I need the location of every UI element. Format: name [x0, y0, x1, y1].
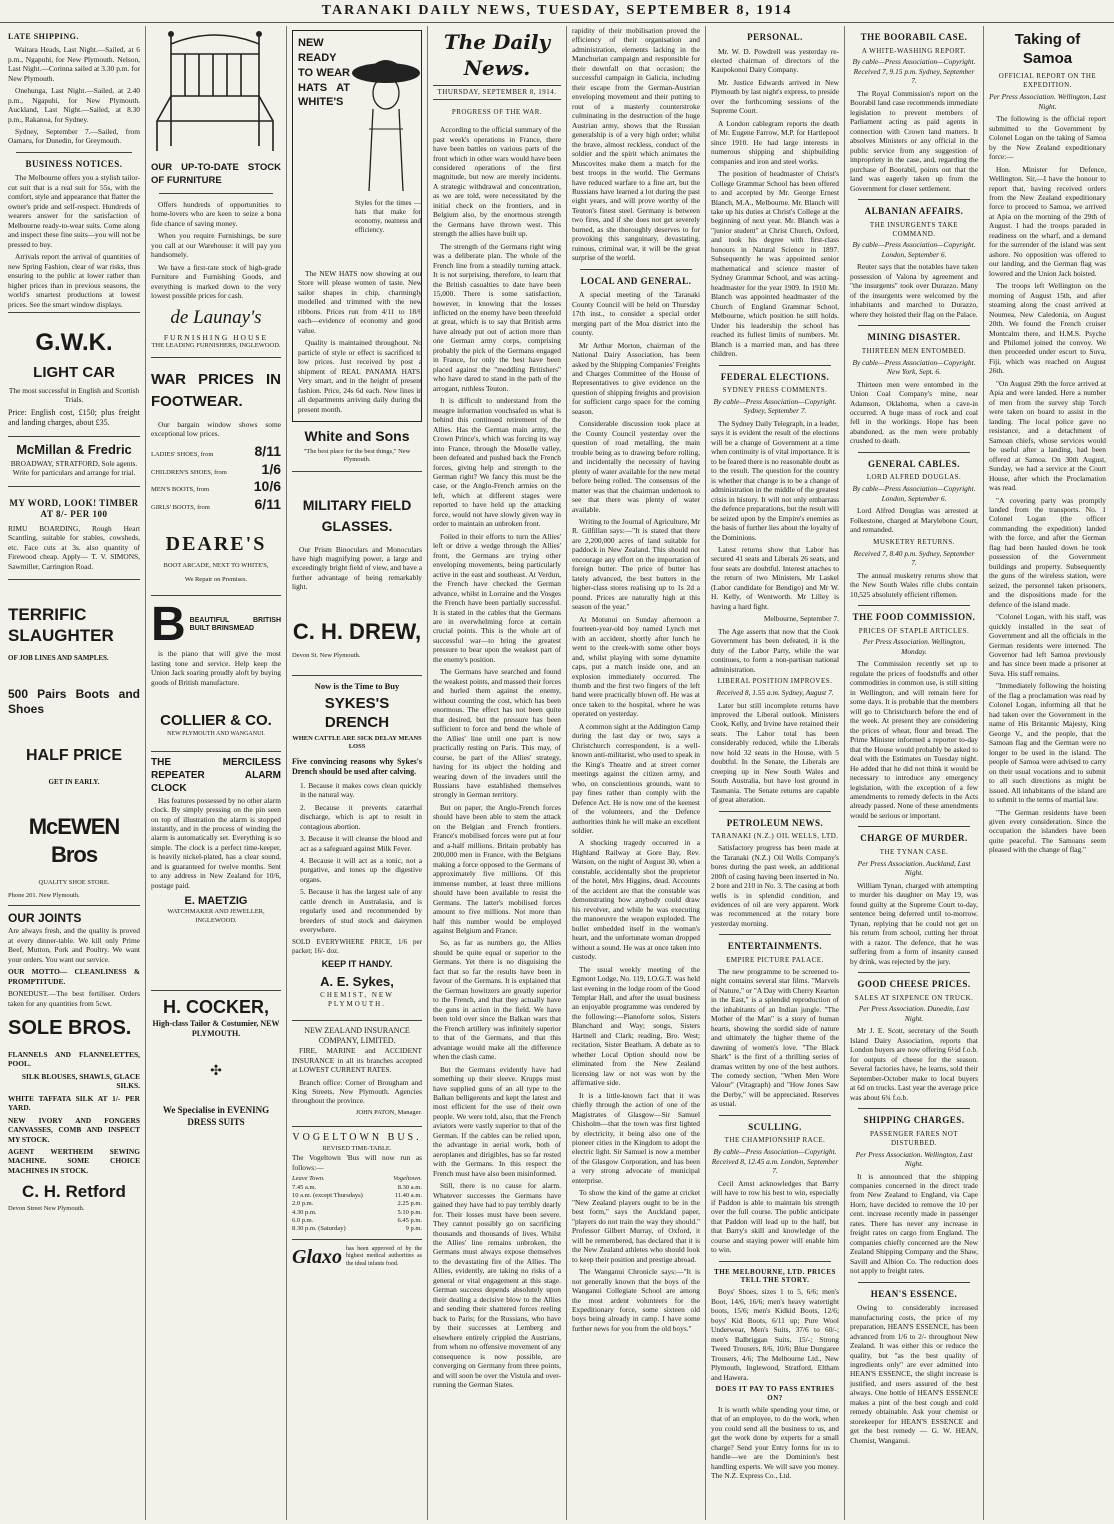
brinsmead-title: BEAUTIFUL BRITISH BUILT BRINSMEAD	[189, 616, 281, 633]
insurance-body: Branch office: Corner of Brougham and King Streets, New Plymouth. Agencies throughout the province.	[292, 1077, 422, 1106]
glaxo-logo: Glaxo	[292, 1245, 342, 1268]
bus-row: 10 a.m. (except Thursdays) 11.40 a.m.	[292, 1191, 422, 1199]
local-heading: LOCAL AND GENERAL.	[580, 275, 692, 286]
bus-columns: Leave Town. Vogeltown.	[292, 1175, 422, 1183]
delaunay-address: THE LEADING FURNISHERS, INGLEWOOD.	[151, 342, 281, 350]
deare-sub: BOOT ARCADE, NEXT TO WHITE'S,	[163, 561, 269, 569]
shipping-charges-credit: Per Press Association. Wellington, Last Night.	[855, 1149, 973, 1169]
sculling-body: Cecil Arnst acknowledges that Barry will have to row his best to win, especially if Paddon is able to maintain his strength over the full course. The public anticipate that Paddon will lead up to the half, but that Barry's skill and knowledge of the course and staying power will enable him to win.	[711, 1178, 839, 1255]
early-text: GET IN EARLY.	[48, 778, 100, 787]
ornament-icon: ✣	[210, 1064, 222, 1080]
local-item: It is a little-known fact that it was chiefly through the action of one of the Magistrates of Glasgow—Sir Samuel Chisholm—that the town was first lighted by electricity, it being also one of the pioneer cities in the Kingdom to adopt the electric light. Sir Samuel is now a member of the Glasgow Corporation, and has been a very strong advocate of municipal enterprise.	[572, 1090, 700, 1185]
food-credit: Per Press Association. Wellington, Monday.	[862, 637, 966, 656]
federal-item: The Age asserts that now that the Cook Government has been defeated, it is the duty of the Labor Party, while the war continues, to form a non-partisan national administration.	[711, 626, 839, 674]
liberal-credit: Received 8, 1.55 a.m. Sydney, August 7.	[716, 688, 834, 698]
stock-heading: OUR UP-TO-DATE STOCK OF FURNITURE	[151, 162, 281, 186]
timber-heading: MY WORD, LOOK! TIMBER AT 8/- PER 100	[9, 497, 139, 520]
mining-sub: THIRTEEN MEN ENTOMBED.	[861, 346, 967, 355]
sykes-reason: 1. Because it makes cows clean quickly in the natural way.	[300, 780, 422, 800]
local-item: A common sight at the Addington Camp during the last day or two, says a Christchurch correspondent, is a well-known anti-militarist, who used to speak in the King's Theatre and at street corner meetings against the citizen army, and who, on conscientious grounds, want to pay fines rather than comply with the Defence Act. He is now one of the keenest of the volunteers, and the Defence authorities think he will make an excellent soldier.	[572, 721, 700, 836]
editorial-date: THURSDAY, SEPTEMBER 8, 1914.	[437, 88, 557, 97]
hats-body: Quality is maintained throughout. No particle of style or effect is sacrificed to low prices. Just received by post a shipment of REAL PANAMA HATS. Very smart, and in the height of present fashion. Price, 24s 6d each. New lines in all departments arriving daily during the present month.	[298, 338, 422, 414]
editorial-paragraph: Still, there is no cause for alarm. Whatever successes the Germans have gained they have had to pay terribly dearly for. Their losses must have been severe. They cannot possibly go on sacrificing thousands and thousands of lives. Whilst the Allies' line remains unbroken, the Germans must always expose themselves to the devastating fire of the Allies. The Allies, evidently, are taking no risks of a general or vital engagement at this stage. German success depends absolutely upon their dealing a decisive blow to the Allies and sending their shattered forces reeling back to Paris; for the Russians, who have by their successes at Lemberg and elsewhere entirely crippled the Austrians, from whom no offensive movement of any consequence is now possible, are converging on Germany from three points, and will soon be over the Vistula and over-running the German States.	[433, 1181, 561, 1390]
personal-item: The position of headmaster of Christ's College Grammar School has been offered to and accepted by Mr. George Ernest Blanch, M.A., Melbourne. Mr. Blanch will take up his duties at Christ's College at the beginning of next year. Mr. Blanch was a "junior student" at Christ Church, Oxford, and took his degree with first-class honours in Natural Science in 1897. Subsequently he was appointed senior mathematical and science master of Sydney Grammar School, and was acting-headmaster for the year 1909. In 1910 Mr. Blanch was appointed headmaster of the Church of England Grammar School, Melbourne, which position he still holds. Under his leadership the school has reached its fullest limits of numbers. Mr. Blanch is a married man, and has three children.	[711, 169, 839, 359]
general-body: Lord Alfred Douglas was arrested at Folkestone, charged at Marylebone Court, and remanded.	[850, 506, 978, 535]
goods-item: SILK BLOUSES, SHAWLS, GLACE SILKS.	[21, 1071, 140, 1091]
insurance-title: NEW ZEALAND INSURANCE COMPANY, LIMITED.	[304, 1025, 410, 1045]
boorabil-credit: By cable—Press Association—Copyright. Received 7, 9.15 p.m. Sydney, September 7.	[852, 57, 976, 86]
murder-credit: Per Press Association. Auckland, Last Night.	[857, 858, 971, 878]
boorabil-sub: A WHITE-WASHING REPORT.	[861, 46, 967, 55]
price-row: LADIES' SHOES, from 8/11	[151, 442, 281, 459]
price-row: GIRLS' BOOTS, from 6/11	[151, 496, 281, 513]
retford-address: Devon Street New Plymouth.	[8, 1205, 85, 1213]
editorial-paragraph: The strength of the Germans right wing was a deliberate plan. The whole of the French line from a steadily turning attack. It is not surprising, therefore, to learn that the British casualties to date have been 15,000. There is some satisfaction, however, in knowing that the losses inflicted on the enemy have been threefold at great, which is to say that British arms have already put out of action more than one German army corps, comprising probably the pick of the Germans engaged in France, for only the best have been placed against the "meddling Britishers" who have dared to stand in the path of the arrogant, ruthless Teuton.	[433, 241, 561, 393]
samoa-paragraph: "A covering party was promptly landed from the transports. No. 1 Colonel Logan (the officer commanding the expedition) landed with the force, and after the German flag had been hauled down he took possession of the Government buildings and property. Subsequently the guns of the wireless station, were seized, the personnel taken prisoners, and the dispositions made for the defence of the island made.	[989, 495, 1106, 609]
cocker-special: We Specialise in EVENING DRESS SUITS	[162, 1105, 270, 1127]
editorial-paragraph: Foiled in their efforts to turn the Allies' left or drive a wedge through the Allies' front, the Germans are trying other enveloping movements, being particularly active in the east and southeast. At Verdun, the French have checked the German advance, whilst in Lorraine and the Vosges the French have been partially successful. It is stated in the cables that the Germans are in overwhelming force at certain crucial points. This is the whole art of successful war—to bring the greatest pressure to bear upon the weakest part of the enemy's position.	[433, 531, 561, 664]
editorial-paragraph: It is difficult to understand from the meagre information vouchsafed us what is behind this continued retirement of the Allies. Has the German main army, the Crown Prince's, which was forcing its way into France, through the Moselle valley, been defeated and pushed back the French forces, giving help and strength to the German right? We fancy this must be the case, or the Anglo-French armies on the left, which at different stages were reported to have held up the attacking force, would not have slowly given way in order to maintain an unbroken front.	[433, 396, 561, 529]
goods-item: FLANNELS AND FLANNELETTES, POOL.	[8, 1049, 140, 1069]
shipping-entry: Sydney, September 7.—Sailed, from Oamaru, for Dunedin, for Greymouth.	[8, 126, 140, 146]
maetzig-sub: WATCHMAKER AND JEWELLER, INGLEWOOD.	[167, 908, 265, 924]
bonedust-text: BONEDUST.—The best fertiliser. Orders taken for any quantities from 5cwt.	[8, 989, 140, 1008]
samoa-paragraph: "The German residents have been given every consideration. Since the occupation the islanders have been quite peaceful. The Samoans seem pleased with the change of flag."	[989, 807, 1106, 855]
hats-heading: NEW READY TO WEAR HATS AT WHITE'S	[298, 37, 350, 109]
stock-body: When you require Furnishings, be sure you call at our Warehouse: it will pay you handsomely.	[151, 231, 281, 260]
delaunay-sub: FURNISHING HOUSE	[163, 332, 269, 342]
brinsmead-initial: B	[151, 598, 186, 652]
column-2	[147, 26, 285, 1520]
aesykes-sub: CHEMIST, NEW PLYMOUTH.	[320, 990, 394, 1008]
sculling-sub: THE CHAMPIONSHIP RACE.	[724, 1136, 826, 1145]
mcewen-phone: Phone 201. New Plymouth.	[8, 891, 80, 899]
bus-row: 7.45 a.m. 8.30 a.m.	[292, 1183, 422, 1191]
local-item: Writing to the Journal of Agriculture, Mr R. Gilfillan says:—"It is stated that there are 2,200,000 acres of land suitable for paddock in New Zealand. This should not encourage any effort on the importation of foreign butter. The price of butter has lately advanced, the best butters in the higher-class stores realising up to 1s 2d a pound. Prices are naturally high at this season of the year."	[572, 517, 701, 612]
sykes-reason: 3. Because it will cleanse the blood and act as a safeguard against Milk Fever.	[300, 834, 422, 853]
personal-item: Mr. Justice Edwards arrived in New Plymouth by last night's express, to preside over the forthcoming sessions of the Supreme Court.	[711, 77, 839, 116]
federal-melbourne: Melbourne, September 7.	[763, 614, 839, 624]
goods-item: NEW IVORY AND FONGERS CANVASSES, COMB AND INSPECT MY STOCK.	[8, 1115, 140, 1144]
brinsmead-body: is the piano that will give the most lasting tone and service. Help keep the Union Jack soaring proudly aloft by buying goods of British manufacture.	[151, 649, 281, 687]
deare-title: DEARE'S	[165, 533, 267, 556]
liberal-heading: LIBERAL POSITION IMPROVES.	[717, 677, 833, 686]
bus-row: 8.30 p.m. (Saturday) 9 p.m.	[292, 1225, 422, 1233]
cocker-sub: High-class Tailor & Costumier, NEW PLYMOUTH.	[152, 1019, 280, 1039]
motto-text: OUR MOTTO— CLEANLINESS & PROMPTITUDE.	[8, 967, 140, 986]
column-4	[429, 26, 565, 1520]
mining-heading: MINING DISASTER.	[867, 332, 961, 343]
sole-bros-title: SOLE BROS.	[8, 1017, 132, 1040]
woman-hat-illustration	[351, 51, 421, 191]
bus-intro: The Vogeltown 'Bus will now run as follows:—	[292, 1153, 422, 1172]
war-heading: PROGRESS OF THE WAR.	[451, 108, 543, 117]
hats-side-text: Styles for the times — hats that make for economy, neatness and efficiency.	[355, 199, 421, 234]
editorial-paragraph: But on paper, the Anglo-French forces should have been able to stem the attack on the Belgian and French frontiers. France's mobilised forces were put at four and a-half millions. Britain probably has 200,000 men in France, with the Belgians making a force opposed to the Germans of approximately five millions. Of this immense number, at least three millions should have been available to resist the Germans. The latter's mobilised forces amount to five millions. Not more than half this number would be employed against Belgium and France.	[433, 802, 561, 935]
local-item: The usual weekly meeting of the Egmont Lodge, No. 119, I.O.G.T. was held last evening in the lodge room of the Good Templar Hall, and after the usual business an enjoyable programme was rendered by the following:—Pianoforte solos, Sisters Blanchard and Way; songs, Sisters Hartnell and Clark; reading, Bro. West; recitation, Sister Beatham. A debate as to whether Local Option should now be eliminated from the New Zealand licensing law or not was won by the affirmative side.	[572, 964, 700, 1088]
federal-heading: FEDERAL ELECTIONS.	[720, 371, 830, 382]
cheese-credit: Per Press Association. Dunedin, Last Night.	[858, 1004, 970, 1023]
sykes-time: Now is the Time to Buy	[314, 681, 400, 692]
murder-heading: CHARGE OF MURDER.	[860, 833, 968, 844]
local-item: At Motunui on Sunday afternoon a fourteen-year-old boy named Lynch met with an accident, shortly after lunch he went to the creek-with some other boys and, whilst playing with some dynamite caps, put a match inside one, and an explosion immediately occurred. The thumb and the first two fingers of the left hand were practically blown off. He was at once taken to the hospital, where he was operated on yesterday.	[572, 614, 700, 719]
local-item: A special meeting of the Taranaki County Council will be held on Thursday 17th inst., to consider a special order merging part of the Moa district into the county.	[572, 290, 700, 338]
personal-heading: PERSONAL.	[747, 32, 803, 42]
stock-body: Offers hundreds of opportunities to home-lovers who are keen to seize a bona fide chance of saving money.	[151, 199, 281, 228]
sykes-reason: 5. Because it has the largest sale of any cattle drench in Australasia, and is regularly used and recommended by breeders of stud stock and dairymen everywhere.	[300, 887, 422, 935]
albanian-sub: THE INSURGENTS TAKE COMMAND.	[869, 220, 959, 238]
gwk-price: Price: English cost, £150; plus freight and landing charges, about £35.	[8, 407, 140, 428]
maetzig-title: E. MAETZIG	[184, 895, 248, 908]
column-5	[568, 26, 704, 1520]
sykes-sold: SOLD EVERYWHERE PRICE, 1/6 per packet; 16/- doz.	[292, 937, 422, 955]
shipping-entry: Waitara Heads, Last Night.—Sailed, at 6 p.m., Ngapuhi, for New Plymouth. Nelson, Last Night.—Corinna sailed at 3.30 p.m. for New Plymouth.	[8, 45, 140, 83]
retford-title: C. H. Retford	[22, 1182, 126, 1202]
general-heading: GENERAL CABLES.	[867, 458, 961, 469]
samoa-paragraph: "Immediately following the hoisting of the flag a proclamation was read by Colonel Logan, informing all that he had taken over the Government in the name of His Britannic Majesty, King George V., and the people, that the Samoan flag and the German were no longer to be used in the island. The people of Samoa were advised to carry on their usual vocations and to submit to all such directions as might be issued. All inhabitants of the island are to submit to the terms of martial law.	[989, 681, 1106, 805]
mcewen-title: McEWEN Bros	[28, 814, 120, 868]
joints-body: Are always fresh, and the quality is proved at every dinner-table. We kill only Prime Beef, Mutton, Pork and Poultry. We want your orders. You want our service.	[8, 926, 140, 964]
mcmillan-body: BROADWAY, STRATFORD, Sole agents. Write for particulars and arrange for trial.	[10, 458, 138, 478]
heans-body: Owing to considerably increased manufacturing costs, the price of my preparation, HEAN'S ESSENCE, has been advanced from 1/6 to 2/- throughout New Zealand. It was either this or reduce the quality, but "as the best quality of ingredients only" are ever admitted into HEAN'S ESSENCE, the slight increase is justified, and users assured of the best always. One bottle of HEAN'S ESSENCE makes a pint of the best cough and cold remedy obtainable. Ask your chemist or storekeeper for HEAN'S ESSENCE and get the best remedy — G. W. HEAN, Chemist, Wanganui.	[850, 1303, 978, 1445]
insurance-body: FIRE, MARINE and ACCIDENT INSURANCE in all its branches accepted at LOWEST CURRENT RATES.	[292, 1046, 422, 1075]
editorial-paragraph: So, as far as numbers go, the Allies should be quite equal or superior to the Germans. Yet there is no disguising the fact that so far the results have been in favour of the Germans. It is explained that the German howitzers are greatly superior to the French, and that they actually have the guns in action in the field. We have been told over since the Balkan wars that the French artillery was infinitely superior to that of the Germans, and that this advantage would make all the difference when the clash came.	[433, 938, 561, 1062]
shipping-charges-sub: PASSENGER FARES NOT DISTURBED.	[869, 1129, 959, 1147]
column-6	[707, 26, 843, 1520]
terrific-heading: TERRIFIC SLAUGHTER	[8, 605, 114, 645]
column-8	[985, 26, 1110, 1520]
federal-item: The Sydney Daily Telegraph, in a leader, says it is evident the result of the elections will be a change of Government at a time when continuity is of vital importance. It is to be feared there is no reasonable doubt as to the result. The question for the country is whether that change is to be a change of administration in the middle of the greatest crisis in history. It will not only embarrass the defence preparations, but the result will be seized upon by the Empire's enemies as the basis of further lies about the loyalty of the Dominions.	[711, 418, 839, 542]
samoa-paragraph: Hon. Minister for Defence, Wellington. Sir,—I have the honour to report that, having received orders from the New Zealand expeditionary force to proceed to Samoa, we arrived at Apia on the morning of the 29th of August. I had the troops paraded in readiness on the wharf, and a demand for the surrender of the island was sent ashore. No opposition was offered to our landing, and the German flag was lowered and the Union Jack hoisted.	[989, 164, 1106, 278]
samoa-credit: Per Press Association. Wellington, Last Night.	[989, 92, 1106, 111]
business-notice: Arrivals report the arrival of quantities of new Spring Fashion, clear of war risks, thus ensuring to the public at lower rather than higher prices than in previous seasons, the world's smartest productions at lowest prices. See the smart window displays.	[8, 252, 140, 309]
federal-sub: SYDNEY PRESS COMMENTS.	[722, 386, 828, 395]
pay-heading: DOES IT PAY TO PASS ENTRIES ON?	[715, 1385, 835, 1403]
sykes-heading: SYKES'S DRENCH	[324, 695, 390, 732]
repeater-body: Has features possessed by no other alarm clock. By simply pressing on the pin seen on top of illustration the alarm is stopped instantly, and in the process of winding the alarm is automatically set. Everything is so simple. The clock is a perfect time-keeper, is heavily nickel-plated, has a clear sound, and is guaranteed for twelve months. Sent to any address in New Zealand for 10/6, postage paid.	[151, 795, 281, 890]
collier-sub: NEW PLYMOUTH AND WANGANUI.	[167, 730, 265, 737]
glaxo-body: has been approved of by the highest medical authorities as the ideal infants food.	[346, 1245, 422, 1268]
bus-row: 6.0 p.m. 6.45 p.m.	[292, 1216, 422, 1224]
samoa-heading: Taking of Samoa	[1014, 31, 1081, 68]
military-heading: MILITARY FIELD GLASSES.	[302, 496, 412, 534]
samoa-paragraph: The troops left Wellington on the morning of August 15th, and after steaming along the coast arrived at Noumea, New Caledonia, on August 20th. We found the French cruiser Montcalm there, and H.M.S. Psyche and Philomel joined the convoy. We then proceeded under escort to Suva, Fiji, which was reached on August 26th.	[989, 281, 1106, 376]
samoa-sub: OFFICIAL REPORT ON THE EXPEDITION.	[998, 72, 1097, 90]
brinsmead-logo	[151, 598, 281, 652]
masthead: TARANAKI DAILY NEWS, TUESDAY, SEPTEMBER 8, 1914	[0, 0, 1114, 23]
half-price: HALF PRICE	[26, 746, 122, 764]
samoa-paragraph: "Colonel Logan, with his staff, was quickly installed in the seat of Government and all the officials in the German residents were interned. The Governor had left Samoa previously and has since been made a prisoner at Suva. His staff remains.	[989, 612, 1106, 678]
albanian-heading: ALBANIAN AFFAIRS.	[864, 206, 964, 217]
liberal-body: Later but still incomplete returns have improved the Liberal outlook. Ministers Cook, Kelly, and Irvine have retained their seats. The Labor total has been considerably reduced, while the Liberals now hold 32 seats in the House, with 5 doubtful. In the Senate, the Liberals are creeping up in New South Wales and South Australia, but have lost ground in Tasmania. The Senate returns are capable of great alteration.	[711, 700, 839, 805]
samoa-paragraph: The following is the official report submitted to the Government by Colonel Logan on the taking of Samoa by the New Zealand expeditionary force:—	[989, 114, 1106, 162]
food-sub: PRICES OF STAPLE ARTICLES.	[858, 626, 970, 635]
editorial-paragraph: The Germans have searched and found the weakest points, and massed their forces and hurled them against the enemy, without counting the cost, which has been enormous. The effect has not been quite that desired, but the pressure has been sufficient to force and bend the whole of the Allies' line until one part is now practically resting on Paris. This may, of course, be part of the Allies' strategy, having for its object the holding and wearing down of the invaders until the Russians have established themselves strongly in German territory.	[433, 667, 561, 800]
delaunay-title: de Launay's	[170, 307, 262, 329]
editorial-title: The Daily News.	[443, 30, 551, 80]
shipping-heading: LATE SHIPPING.	[8, 32, 79, 41]
shipping-charges-heading: SHIPPING CHARGES.	[863, 1115, 965, 1126]
war-prices-body: Our bargain window shows some exceptional low prices.	[151, 419, 281, 439]
food-body: The Commission recently set up to regulate the prices of foodstuffs and other commodities in common use, is still sitting in Wellington, and will remain here for some days. It is probable that the members will go to Christchurch before the end of the week. At present they are considering the prices of wheat, flour and bread. The Prime Minister informed a reporter to-day that the House would probably be asked to deal with the Estimates on Tuesday night. He added that he did not think it would be necessary to introduce any emergency legislation, with the exception of a few amendments to remedy defects in the Acts already passed. None of these amendments would be serious or important.	[850, 659, 978, 820]
musketry-body: The annual musketry returns show that the New South Wales rifle clubs contain 10,525 absolutely efficient riflemen.	[850, 570, 978, 599]
petroleum-body: Satisfactory progress has been made at the Taranaki (N.Z.) Oil Wells Company's bores during the past week, an additional 200ft of casing having been inserted in No. 2 bore and 210 in No. 3. The casing at both wells is in splendid condition, and evidences of oil are very apparent. Work was recommenced at the rotary bore yesterday morning.	[711, 843, 839, 928]
sykes-reasons-heading: Five convincing reasons why Sykes's Drench should be used after calving.	[292, 757, 422, 777]
sykes-sub: WHEN CATTLE ARE SICK DELAY MEANS LOSS	[292, 734, 422, 750]
boorabil-body: The Royal Commission's report on the Boorabil land case recommends immediate legislation to prevent members of Parliament acting as paid agents in connection with Crown land matters. It absolves Ministers or any official in the public service from any suggestion of impropriety in the case, and, regarding the purchase of Boorabil, points out that the land was eagerly taken up from the Government for closer settlement.	[850, 88, 978, 193]
melbourne-body: Boys' Shoes, sizes 1 to 5, 6/6; men's Boot, 14/6, 16/6; men's heavy watertight boots, 15/6; men's Kidkid Boots, 12/6; boys' Kid Boots, 6/11 up; Pure Wool Underwear, Men's Suits, 37/6 to 60/-; men's Balbriggan Suits, 15/-; Strong Tweed Trousers, 8/6, 10/6; Blue Dungaree Trousers, 4/6; The Melbourne Ltd., New Plymouth, Inglewood, Stratford, Eltham and Hawera.	[711, 1287, 839, 1382]
price-row: MEN'S BOOTS, from 10/6	[151, 478, 281, 495]
deare-repair: We Repair on Premises.	[184, 576, 248, 584]
whites-title: White and Sons	[304, 428, 410, 444]
local-item: A shocking tragedy occurred in a Highland Railway at Gore Bay, Rev. Watson, on the night of August 30, when a constable, accidentally shot the proprietor of the hotel, Mrs Higgins, dead. Accounts of the accident are that the constable was demonstrating how anybody could draw his revolver, and while he was executing the manoeuvre the weapon exploded. The bullet embedded itself in the woman's heart, and the unfortunate woman dropped without a sound. He was at once taken into custody.	[572, 838, 700, 962]
federal-item: Latest returns show that Labor has secured 41 seats and Liberals 26 seats, and four seats are doubtful. Interest attaches to the return of two Ministers, Mr Laskel (Labor candidate for Bendigo) and Mr W. H. Kelly, of Wentworth. Mr Lilley is having a hard fight.	[711, 545, 839, 611]
joints-heading: OUR JOINTS	[8, 911, 82, 926]
food-heading: THE FOOD COMMISSION.	[852, 612, 976, 622]
bus-sub: REVISED TIME-TABLE.	[322, 1145, 392, 1153]
hats-advert	[292, 30, 422, 422]
column-3	[288, 26, 426, 1520]
local-item: To show the kind of the game at cricket "New Zealand players ought to be in the best form," says the Auckland paper, "players do not train the way they should." Professor Gilbert Murray, of Oxford, it will be remembered, has declared that it is the New Zealand athletes who should look to keep their position and prestige abroad.	[572, 1188, 700, 1264]
gwk-title: G.W.K.	[35, 329, 113, 356]
petroleum-sub: TARANAKI (N.Z.) OIL WELLS, LTD.	[711, 832, 839, 841]
keep-text: KEEP IT HANDY.	[321, 958, 393, 969]
military-body: Our Prism Binoculars and Monoculars have high magnifying power, a large and exceedingly bright field of view, and have a further advantage of being remarkably light.	[292, 544, 422, 592]
business-notice: The Melbourne offers you a stylish tailor-cut suit that is a real suit for 55s, with the comfort, style and appearance that flatter the owner's pride and self-respect. Hundreds of wearers answer for the satisfaction of Melbourne ready-to-wear suits. Come along and inspect these fine suits—you will not be pressed to buy.	[8, 173, 140, 249]
mcmillan-title: McMillan & Fredric	[16, 442, 132, 458]
heans-heading: HEAN'S ESSENCE.	[870, 1288, 958, 1299]
editorial-continued: rapidity of their mobilisation proved the efficiency of their organisation and administration, elements lacking in the Manchurian campaign and responsible for their downfall on that occasion; the successful campaign in Galicia, including their escape from the German-Austrian enveloping movement and their putting to rout of a masterly counterstroke culminating in the destruction of the huge Austrian army, shows that the Russian generalship is of a very high order; whilst the brave, almost reckless, conduct of the soldier and the spirit which animates the Muscovites make them a match for the best troops in the world. The Germans have reduced warfare to a fine art, but the Russians have learned a lot during the past eight years, and will prove worthy of the Teuton's finest steel. Germany is between two fires, and if she does not get severely burned, as she thoroughly deserves to for provoking this sanguinary, devastating, ruinous, criminal war, it will be the great surprise of the world.	[572, 26, 700, 263]
goods-item: AGENT WERTHEIM SEWING MACHINE. SOME CHOICE MACHINES IN STOCK.	[8, 1146, 140, 1175]
bus-row: 2.0 p.m. 2.25 p.m.	[292, 1200, 422, 1208]
timber-body: RIMU BOARDING, Rough Heart Scantling, suitable for stables, cowsheds, etc. Face cuts at 3s. also quantity of Firewood cheap. Apply— T. V. SIMONS, Sawmiller, Carrington Road.	[8, 523, 140, 571]
musketry-credit: Received 7, 8.40 p.m. Sydney, September 7.	[853, 548, 975, 568]
entertainments-heading: ENTERTAINMENTS.	[727, 941, 823, 952]
melbourne-heading: THE MELBOURNE, LTD. PRICES TELL THE STORY.	[714, 1267, 836, 1285]
terrific-sub: OF JOB LINES AND SAMPLES.	[8, 654, 109, 663]
petroleum-heading: PETROLEUM NEWS.	[726, 817, 824, 828]
drew-address: Devon St. New Plymouth.	[292, 652, 361, 660]
mining-body: Thirteen men were entombed in the Union Coal Company's mine, near Adamson, Oklahoma, when a cave-in occurred. A huge mass of rock and coal fell in the workings. Hope has been abandoned, as the men were probably crushed to death.	[850, 379, 978, 446]
samoa-paragraph: "On August 29th the force arrived at Apia and were landed. Here a number of men from the survey ship Torch were taken on board to assist in the landing. The local police gave no resistance, and a detachment of Samoan chiefs, whose services would be useful after a landing, had been offered at Samoa. On 30th August, Sunday, we had a service at the Court House, after which the Proclamation was read.	[989, 378, 1106, 493]
editorial-paragraph: But the Germans evidently have had something up their sleeve. Krupps must have supplied guns of an all type to the Balkan belligerents and kept the latest and most efficient for the use of their own people. We were told, also, that the French aviators were vastly superior to that of the German. If the cables can be relied upon, the advantage in aerial work, both of aeroplanes and dirigibles, has so far rested with the Germans. In this respect the French must have also been misinformed.	[433, 1064, 561, 1178]
personal-item: Mr. W. D. Powdrell was yesterday re-elected chairman of directors of the Kaupokonui Dairy Company.	[711, 46, 839, 75]
local-item: Considerable discussion took place at the County Council yesterday over the question of road metalling, the main trouble being as to drawing before rolling, and incidentally the necessity of having plenty of water available for the new metal before being rolled. The consensus of the matter was that the chairman undertook to see that there was plenty of water available.	[572, 419, 700, 514]
mining-credit: By cable—Press Association—Copyright. New York, Sept. 6.	[852, 357, 976, 377]
local-item: Mr Arthur Morton, chairman of the National Dairy Association, has been asked by the Shipping Companies' Freights and Charges Committee of the House of Representatives to give evidence on the question of shipping freights and provision for sufficient cargo space for the coming season.	[572, 340, 700, 416]
general-sub: LORD ALFRED DOUGLAS.	[866, 473, 962, 482]
aesykes-title: A. E. Sykes,	[320, 974, 394, 990]
albanian-body: Reuter says that the notables have taken possession of Valona by agreement and "the insurgents" took over Durazzo. Many of the insurgents were welcomed by the inhabitants and marched to Durazzo, where they hoisted their flag on the Palace.	[850, 262, 978, 319]
sykes-reason: 4. Because it will act as a tonic, not a purgative, and tones up the digestive organs.	[300, 855, 422, 884]
sykes-reason: 2. Because it prevents catarrhal discharge, which is apt to result in contagious abortion.	[300, 802, 422, 831]
cocker-title: H. COCKER,	[162, 996, 269, 1017]
entertainments-body: The new programme to be screened to-night contains several star films. "Marvels of Nature," or "A Day with Cherry Kearton in the East," is a splendid reproduction of the inhabitants of an Indian jungle. "The Mother of the Man" is a story of human hearts, showing the sordid side of nature and ultimately the higher theme of the dawning of women's love. "The Black Shark" is the first of a thrilling series of dramas written by one of the best authors. The comedy section, "When Men Wore Valour" (Vitagraph) and "How Jones Saw the Derby," will be appreciated. Reserves as usual.	[711, 966, 839, 1109]
murder-body: William Tynan, charged with attempting to murder his daughter on May 19, was found guilty at the Supreme Court to-day, sentence being deferred until to-morrow. Tynan, replying that he could not get on his return from school, cutting her throat with a razor. The defence, that he was suffering from a form of insanity caused by drink, was rejected by the jury.	[850, 880, 978, 966]
cheese-heading: GOOD CHEESE PRICES.	[857, 979, 971, 989]
general-credit: By cable—Press Association—Copyright. London, September 6.	[852, 484, 976, 503]
collier-title: COLLIER & CO.	[160, 712, 272, 730]
shipping-entry: Onehunga, Last Night.—Sailed, at 2.40 p.m., Ngapuhi, for New Plymouth. Auckland, Last Night.—Sailed, at 8.30 p.m., Rakanoa, for Sydney.	[8, 86, 140, 124]
boorabil-heading: THE BOORABIL CASE.	[860, 32, 968, 42]
gwk-body: The most successful in English and Scottish Trials.	[8, 385, 140, 405]
business-heading: BUSINESS NOTICES.	[25, 158, 123, 169]
albanian-credit: By cable—Press Association—Copyright. London, September 6.	[852, 240, 976, 259]
price-row: CHILDREN'S SHOES, from 1/6	[151, 460, 281, 477]
shipping-charges-body: It is announced that the shipping companies concerned in the direct trade from New Zealand to England, via Cape Horn, have decided to remove the 10 per cent. increase recently made in passenger rates. There has never any increase in freight rates on cargo from England. The companies chiefly concerned are the New Zealand Shipping Company and the Shaw, Savill and Albion Co. The reduction does not apply to freight rates.	[850, 1171, 978, 1276]
bed-illustration	[151, 26, 279, 156]
personal-item: A London cablegram reports the death of Mr. Eugene Farrow, M.P. for Hartlepool since 1910. He had large interests in numerous shipping and shipbuilding companies and iron and steel works.	[711, 118, 839, 166]
sculling-heading: SCULLING.	[748, 1121, 802, 1132]
repeater-heading: THE MERCILESS REPEATER ALARM CLOCK	[151, 757, 281, 794]
whites-sub: "The best place for the best things," New Plymouth.	[303, 447, 411, 464]
bus-heading: VOGELTOWN BUS.	[292, 1132, 422, 1144]
pay-body: It is worth while spending your time, or that of an employee, to do the work, when you could send all the business to us, and get the work done by experts for a small charge? Send your Entry forms for us to handle—we are the Dominion's best handling experts. We will save you money. The N.Z. Express Co., Ltd.	[711, 1405, 839, 1481]
editorial-paragraph: According to the official summary of the past week's operations in France, there have been battles on various parts of the front which in other wars would have been considered operations of the first magnitude, but now are merely incidents. A strategic withdrawal and concentration, as we are told, were necessitated by the initial check on the frontiers, and in Belgium also, by the enormous strength the Germans have thrown west. This strength the allies have built up.	[433, 125, 561, 239]
cheese-sub: SALES AT SIXPENCE ON TRUCK.	[854, 993, 974, 1002]
local-item: The Wanganui Chronicle says:—"It is not generally known that the boys of the Wanganui Collegiate School are among the most ardent volunteers for the Expeditionary force, some sixteen old boys being already in camp. I have some further news for you from the old boys."	[572, 1267, 700, 1333]
pairs-heading: 500 Pairs Boots and Shoes	[8, 686, 140, 717]
war-prices-heading: WAR PRICES IN FOOTWEAR.	[151, 370, 281, 411]
mcewen-sub: QUALITY SHOE STORE.	[38, 879, 110, 887]
sculling-credit: By cable—Press Association—Copyright. Received 8, 12.45 a.m. London, September 7.	[711, 1147, 839, 1176]
newspaper-page	[4, 26, 1110, 1520]
cheese-body: Mr J. E. Scott, secretary of the South Island Dairy Association, reports that London buyers are now offering 6½d f.o.b. for outputs of cheese for the season. Several factories have, he learns, sold their September-October make to local buyers at 6d on trucks. Last year the average price was about 6¾ f.o.b.	[850, 1026, 978, 1102]
gwk-subtitle: LIGHT CAR	[33, 363, 115, 381]
bus-row: 4.30 p.m. 5.10 p.m.	[292, 1208, 422, 1216]
stock-body: We have a first-rate stock of high-grade Furniture and Furnishing Goods, and everything is marked down to the very lowest possible prices for cash.	[151, 262, 281, 300]
entertainments-sub: EMPIRE PICTURE PALACE.	[726, 955, 824, 964]
federal-credit: By cable—Press Association—Copyright. Sydney, September 7.	[713, 396, 837, 416]
musketry-heading: MUSKETRY RETURNS.	[873, 537, 955, 546]
murder-sub: THE TYNAN CASE.	[879, 847, 949, 856]
goods-item: WHITE TAFFATA SILK AT 1/- PER YARD.	[8, 1093, 140, 1113]
insurance-manager: JOHN PATON, Manager.	[355, 1108, 422, 1116]
column-1	[4, 26, 144, 1520]
hats-body: The NEW HATS now showing at our Store will please women of taste. New sailor shapes in chip, charmingly modelled and trimmed with the new ribbons. Prices run from 4/11 to 18/6 each—evidence of economy and good value.	[298, 269, 422, 335]
drew-title: C. H. DREW,	[292, 618, 422, 644]
column-7	[846, 26, 982, 1520]
